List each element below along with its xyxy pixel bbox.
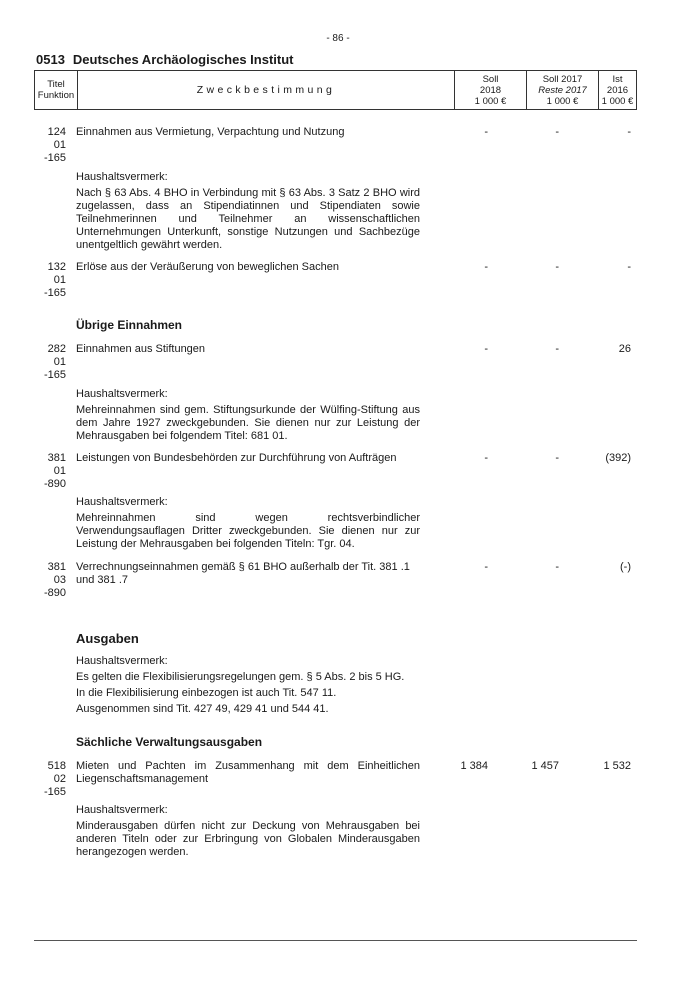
titel: 381 01 — [47, 452, 66, 477]
value-ist-2016: 26 — [618, 343, 631, 355]
value-ist-2016: 1 532 — [603, 760, 631, 772]
header-titel: Titel — [47, 79, 65, 90]
titel: 282 01 — [47, 343, 66, 368]
value-soll-2017: 1 457 — [531, 760, 559, 772]
value-soll-2018: - — [484, 452, 488, 464]
value-soll-2018: - — [484, 343, 488, 355]
ausgaben-note-line: Es gelten die Flexibilisierungsregelungen gem. § 5 Abs. 2 bis 5 HG. — [76, 671, 405, 683]
chapter-title: Deutsches Archäologisches Institut — [72, 52, 294, 67]
entry-description: Erlöse aus der Veräußerung von beweglichen Sachen — [76, 261, 339, 273]
entry-description: Einnahmen aus Stiftungen — [76, 343, 206, 355]
note-label: Haushaltsvermerk: — [76, 388, 168, 400]
entry-description: Einnahmen aus Vermietung, Verpachtung und Nutzung — [76, 126, 345, 138]
value-ist-2016: - — [627, 126, 631, 138]
header-ist-line2: 2016 — [606, 84, 629, 96]
header-funktion: Funktion — [37, 90, 75, 101]
entry-titel-number — [34, 561, 66, 600]
ausgaben-note-label: Haushaltsvermerk: — [76, 655, 168, 667]
section-ausgaben-title: Ausgaben — [76, 631, 139, 646]
header-soll-2017-line1: Soll 2017 — [542, 73, 583, 85]
chapter-heading — [36, 52, 294, 67]
funktion: -165 — [43, 369, 66, 381]
value-soll-2017: - — [555, 343, 559, 355]
funktion: -890 — [43, 587, 66, 599]
entry-titel-number — [34, 343, 66, 382]
note-text: Mehreinnahmen sind gem. Stiftungsurkunde der Wülfing-Stiftung aus dem Jahre 1927 zweckgebunden. Sie dienen nur zur Leistung der Mehrausgaben bei folgendem Titel: 681 01. — [76, 404, 420, 442]
entry-titel-number — [34, 760, 66, 799]
value-ist-2016: - — [627, 261, 631, 273]
header-titel-funktion — [35, 71, 78, 109]
note-label: Haushaltsvermerk: — [76, 804, 168, 816]
entry-description: Mieten und Pachten im Zusammenhang mit dem Einheitlichen Liegenschaftsmanagement — [76, 760, 420, 785]
note-text: Mehreinnahmen sind wegen rechtsverbindlicher Verwendungsauflagen Dritter zweckgebunden. Sie dienen nur zur Leistung der Mehrausgaben bei folgenden Titeln: Tgr. 04. — [76, 512, 420, 550]
header-ist-line1: Ist — [612, 73, 623, 85]
value-soll-2017: - — [555, 452, 559, 464]
header-ist-line3: 1 000 € — [601, 95, 634, 107]
header-soll-2017-line3: 1 000 € — [546, 95, 579, 107]
footer-rule — [34, 940, 637, 941]
value-soll-2018: 1 384 — [460, 760, 488, 772]
section-uebrige-einnahmen: Übrige Einnahmen — [76, 318, 183, 332]
header-soll-2017 — [527, 71, 599, 109]
header-soll-2018-line3: 1 000 € — [474, 95, 507, 107]
header-soll-2018-line2: 2018 — [479, 84, 502, 96]
entry-titel-number — [34, 126, 66, 165]
page-number: - 86 - — [326, 33, 350, 44]
entry-description: Verrechnungseinnahmen gemäß § 61 BHO außerhalb der Tit. 381 .1 und 381 .7 — [76, 561, 410, 586]
funktion: -165 — [43, 287, 66, 299]
funktion: -165 — [43, 786, 66, 798]
table-header — [34, 70, 637, 110]
value-soll-2017: - — [555, 561, 559, 573]
value-soll-2018: - — [484, 126, 488, 138]
value-soll-2017: - — [555, 261, 559, 273]
entry-description: Leistungen von Bundesbehörden zur Durchführung von Aufträgen — [76, 452, 397, 464]
header-zweckbestimmung — [78, 71, 455, 109]
section-saechliche-verwaltungsausgaben: Sächliche Verwaltungsausgaben — [76, 735, 263, 749]
header-soll-2018 — [455, 71, 527, 109]
note-label: Haushaltsvermerk: — [76, 171, 168, 183]
value-soll-2018: - — [484, 261, 488, 273]
ausgaben-note-line: In die Flexibilisierung einbezogen ist auch Tit. 547 11. — [76, 687, 337, 699]
titel: 518 02 — [47, 760, 66, 785]
funktion: -890 — [43, 478, 66, 490]
header-ist-2016 — [599, 71, 636, 109]
header-soll-2018-line1: Soll — [482, 73, 499, 85]
titel: 124 01 — [47, 126, 66, 151]
entry-titel-number — [34, 452, 66, 491]
note-text: Nach § 63 Abs. 4 BHO in Verbindung mit § 63 Abs. 3 Satz 2 BHO wird zugelassen, dass an Stipendiatinnen und Stipendiaten sowie Teilnehmerinnen und Teilnehmer an wissenschaftlichen Unternehmungen Unterkunft, sonstige Nutzungen und Sachbezüge unentgeltlich gewährt werden. — [76, 187, 420, 251]
note-label: Haushaltsvermerk: — [76, 496, 168, 508]
header-zweckbestimmung-label: Zweckbestimmung — [196, 83, 336, 96]
value-soll-2018: - — [484, 561, 488, 573]
titel: 132 01 — [47, 261, 66, 286]
titel: 381 03 — [47, 561, 66, 586]
note-text: Minderausgaben dürfen nicht zur Deckung von Mehrausgaben bei anderen Titeln oder zur Erbringung von Globalen Minderausgaben herangezogen werden. — [76, 820, 420, 858]
entry-titel-number — [34, 261, 66, 300]
value-soll-2017: - — [555, 126, 559, 138]
header-soll-2017-line2: Reste 2017 — [538, 84, 587, 96]
funktion: -165 — [43, 152, 66, 164]
ausgaben-note-line: Ausgenommen sind Tit. 427 49, 429 41 und 544 41. — [76, 703, 329, 715]
chapter-number: 0513 — [36, 52, 65, 67]
value-ist-2016: (-) — [620, 561, 631, 573]
value-ist-2016: (392) — [605, 452, 631, 464]
